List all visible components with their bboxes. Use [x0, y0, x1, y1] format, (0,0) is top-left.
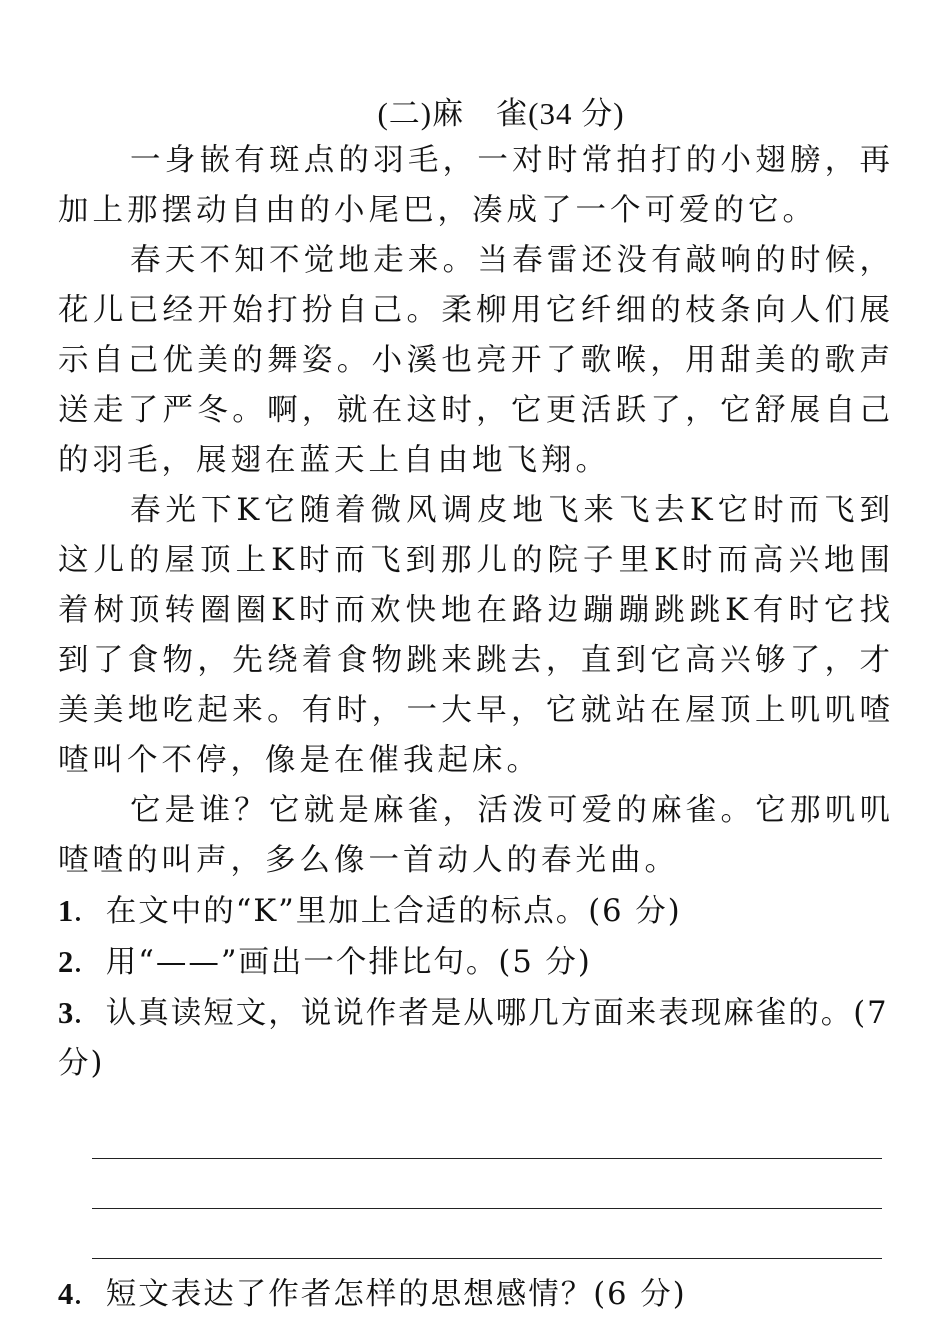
question-4 [58, 1269, 894, 1320]
paragraph-1: 一身嵌有斑点的羽毛，一对时常拍打的小翅膀，再加上那摆动自由的小尾巴，凑成了一个可爱的它。 [58, 143, 894, 228]
paragraph-3: 春光下K它随着微风调皮地飞来飞去K它时而飞到这儿的屋顶上K时而飞到那儿的院子里K时而高兴地围着树顶转圈圈K时而欢快地在路边蹦蹦跳跳K有时它找到了食物，先绕着食物跳来跳去，直到它高兴够了，才美美地吃起来。有时，一大早，它就站在屋顶上叽叽喳喳叫个不停，像是在催我起床。 [58, 493, 894, 778]
question-number: 1 [58, 894, 74, 928]
question-text: ．短文表达了作者怎样的思想感情？(6 分) [73, 1277, 687, 1312]
paragraph-2: 春天不知不觉地走来。当春雷还没有敲响的时候，花儿已经开始打扮自己。柔柳用它纤细的枝条向人们展示自己优美的舞姿。小溪也亮开了歌喉，用甜美的歌声送走了严冬。啊，就在这时，它更活跃了，它舒展自己的羽毛，展翅在蓝天上自由地飞翔。 [58, 243, 894, 478]
answer-area[interactable] [92, 1109, 882, 1259]
paragraph-4: 它是谁？它就是麻雀，活泼可爱的麻雀。它那叽叽喳喳的叫声，多么像一首动人的春光曲。 [58, 793, 894, 878]
answer-line[interactable] [92, 1109, 882, 1159]
question-text: ．认真读短文，说说作者是从哪几方面来表现麻雀的。(7 分) [58, 996, 889, 1081]
question-text: ．在文中的“K”里加上合适的标点。(6 分) [73, 894, 682, 929]
question-2 [58, 937, 894, 988]
question-number: 4 [58, 1277, 74, 1311]
question-3 [58, 988, 894, 1089]
question-1 [58, 886, 894, 937]
section-title: (二)麻 雀(34 分) [377, 96, 625, 131]
question-number: 3 [58, 996, 74, 1030]
question-text: ．用“——”画出一个排比句。(5 分) [73, 945, 592, 980]
answer-line[interactable] [92, 1159, 882, 1209]
worksheet-page [58, 92, 894, 1320]
answer-line[interactable] [92, 1209, 882, 1259]
question-number: 2 [58, 945, 74, 979]
